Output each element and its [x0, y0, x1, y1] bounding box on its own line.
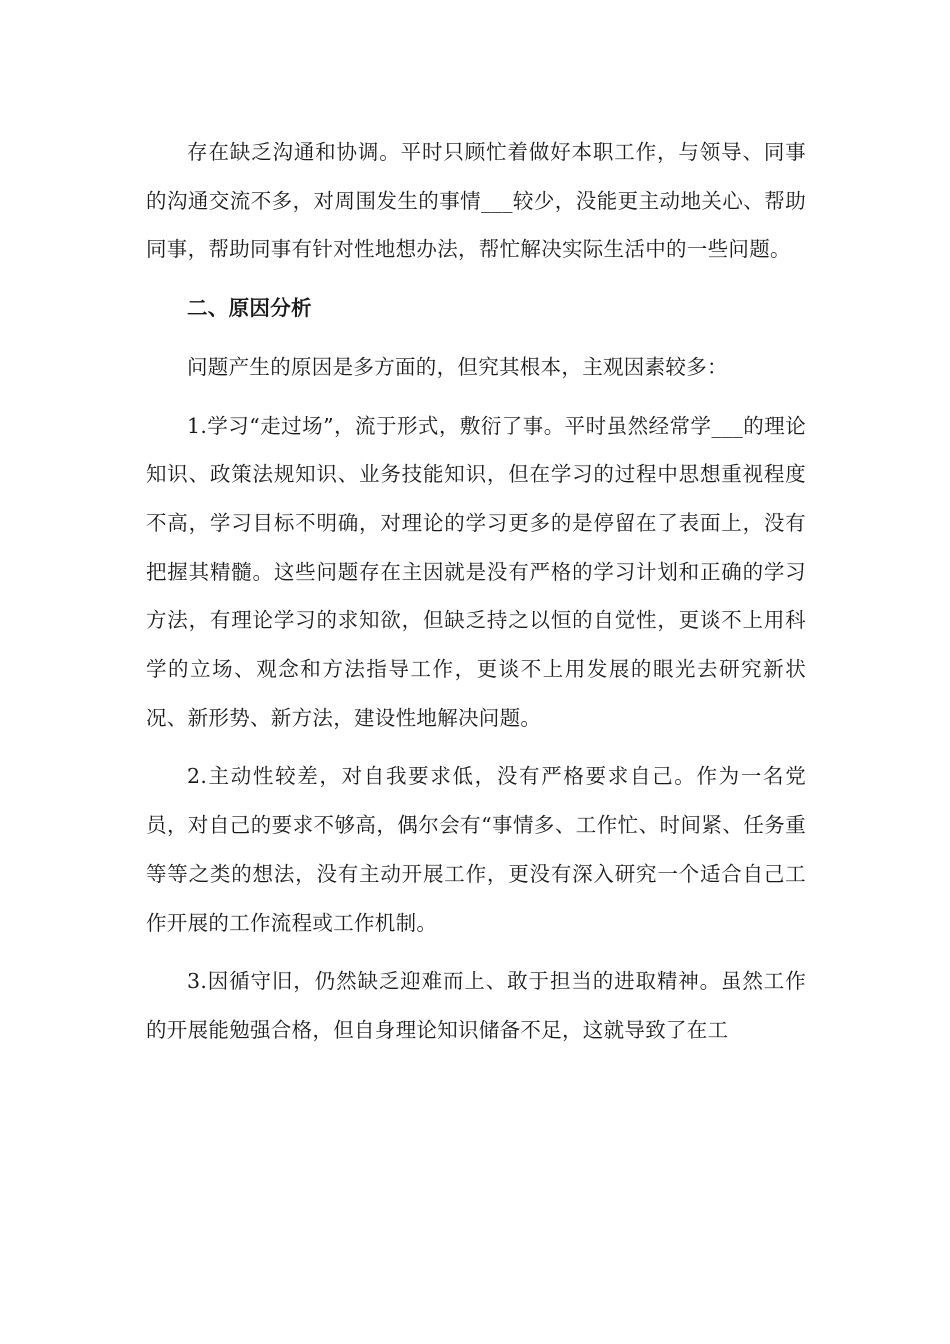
paragraph-cause-2-initiative: 2.主动性较差，对自我要求低，没有严格要求自己。作为一名党员，对自己的要求不够高，偶尔会有“事情多、工作忙、时间紧、任务重等等之类的想法，没有主动开展工作，更没有深入研究一个适合自己工作开展的工作流程或工作机制。	[146, 764, 806, 935]
document-body	[146, 128, 806, 1065]
section-heading-cause-analysis: 二、原因分析	[187, 296, 312, 321]
paragraph-cause-3-conservatism: 3.因循守旧，仍然缺乏迎难而上、敢于担当的进取精神。虽然工作的开展能勉强合格，但自身理论知识储备不足，这就导致了在工	[146, 969, 806, 1042]
paragraph-cause-intro: 问题产生的原因是多方面的，但究其根本，主观因素较多：	[187, 354, 728, 379]
paragraph-communication: 存在缺乏沟通和协调。平时只顾忙着做好本职工作，与领导、同事的沟通交流不多，对周围发生的事情___较少，没能更主动地关心、帮助同事，帮助同事有针对性地想办法，帮忙解决实际生活中的一些问题。	[146, 140, 806, 262]
paragraph-cause-1-study: 1.学习“走过场”，流于形式，敷衍了事。平时虽然经常学___的理论知识、政策法规知识、业务技能知识，但在学习的过程中思想重视程度不高，学习目标不明确，对理论的学习更多的是停留在了表面上，没有把握其精髓。这些问题存在主因就是没有严格的学习计划和正确的学习方法，有理论学习的求知欲，但缺乏持之以恒的自觉性，更谈不上用科学的立场、观念和方法指导工作，更谈不上用发展的眼光去研究新状况、新形势、新方法，建设性地解决问题。	[146, 413, 806, 730]
